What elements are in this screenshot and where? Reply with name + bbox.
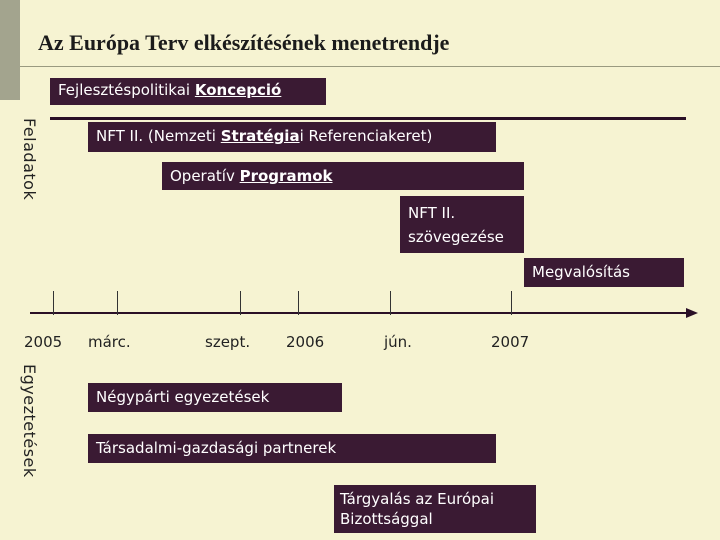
tick-2007 bbox=[511, 291, 512, 315]
concept-text: Fejlesztéspolitikai bbox=[58, 81, 195, 99]
eu-negotiation-line1: Tárgyalás az Európai bbox=[340, 490, 495, 508]
op-highlight: Programok bbox=[239, 167, 333, 185]
eu-negotiation-line2: Bizottsággal bbox=[340, 510, 433, 528]
nft-drafting-box bbox=[400, 196, 524, 253]
axis-label-szept: szept. bbox=[205, 333, 251, 351]
tick-marc bbox=[117, 291, 118, 315]
four-party-box bbox=[88, 383, 342, 412]
axis-label-2007: 2007 bbox=[491, 333, 530, 351]
implementation-box bbox=[524, 258, 684, 287]
nft-box bbox=[88, 122, 496, 152]
nft-highlight: Stratégia bbox=[220, 127, 300, 145]
axis-label-jun: jún. bbox=[384, 333, 412, 351]
section-divider bbox=[50, 117, 686, 120]
social-partners-box bbox=[88, 434, 496, 463]
op-text: Operatív bbox=[170, 167, 240, 185]
tasks-label: Feladatok bbox=[20, 118, 39, 201]
agreements-label: Egyeztetések bbox=[20, 364, 39, 478]
nft-drafting-line1: NFT II. bbox=[408, 204, 456, 222]
implementation-text: Megvalósítás bbox=[532, 263, 630, 281]
axis-arrowhead bbox=[686, 308, 698, 318]
title-divider bbox=[20, 66, 720, 67]
nft-text-post: i Referenciakeret) bbox=[299, 127, 433, 145]
axis-label-2005: 2005 bbox=[24, 333, 63, 351]
tick-jun bbox=[390, 291, 391, 315]
tick-2005 bbox=[53, 291, 54, 315]
sidebar-accent bbox=[0, 0, 20, 100]
nft-drafting-line2: szövegezése bbox=[408, 228, 504, 246]
axis-label-marc: márc. bbox=[88, 333, 131, 351]
nft-text: NFT II. (Nemzeti bbox=[96, 127, 221, 145]
axis-label-2006: 2006 bbox=[286, 333, 325, 351]
tick-2006 bbox=[298, 291, 299, 315]
four-party-text: Négypárti egyezetések bbox=[96, 388, 270, 406]
op-box bbox=[162, 162, 524, 190]
eu-negotiation-box bbox=[334, 485, 536, 533]
concept-box bbox=[50, 78, 326, 105]
social-partners-text: Társadalmi-gazdasági partnerek bbox=[96, 439, 337, 457]
concept-highlight: Koncepció bbox=[194, 81, 282, 99]
tick-szept bbox=[240, 291, 241, 315]
page-title: Az Európa Terv elkészítésének menetrendje bbox=[38, 30, 450, 55]
